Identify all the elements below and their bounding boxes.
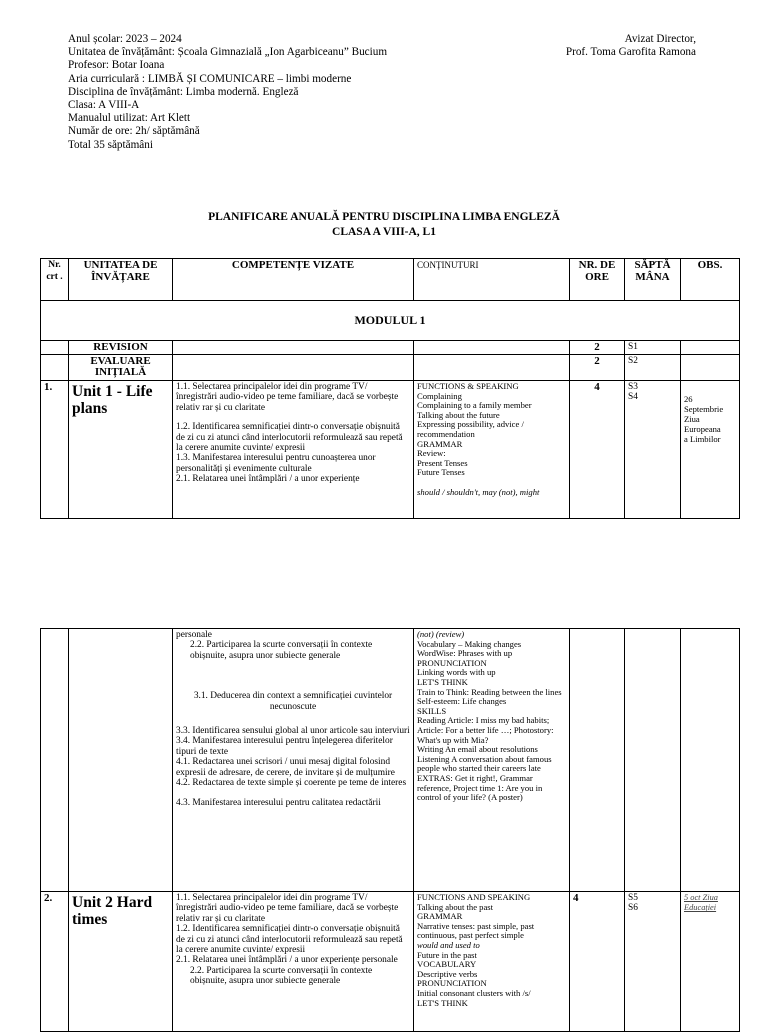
header-line: Unitatea de învățământ: Școala Gimnazială „Ion Agarbiceanu” Bucium: [68, 46, 388, 59]
evaluare-row: [41, 355, 740, 381]
content-item: VOCABULARY: [417, 959, 477, 970]
title-line-1: PLANIFICARE ANUALĂ PENTRU DISCIPLINA LIMBA ENGLEZĂ: [208, 211, 560, 223]
content-item: Vocabulary – Making changes: [417, 638, 522, 649]
col-header-comp: COMPETENȚE VIZATE: [173, 259, 414, 301]
competence-item: 1.2. Identificarea semnificației dintr-o conversație obișnuită de zi cu zi atunci când interlocutorii reformulează sau repetă la cerere anumite cuvinte/ expresii: [176, 924, 403, 956]
unit2-sapt: [625, 892, 681, 1032]
content-item: Complaining to a family member: [417, 400, 532, 411]
content-item: Future Tenses: [417, 467, 465, 478]
content-item: Initial consonant clusters with /s/: [417, 987, 531, 998]
content-item: SKILLS: [417, 705, 447, 716]
table-header-row: [41, 259, 740, 301]
content-item: Self-esteem: Life changes: [417, 696, 507, 707]
col-header-obs: OBS.: [681, 259, 740, 301]
revision-label: REVISION: [69, 341, 173, 355]
content-item: Talking about the future: [417, 409, 500, 420]
unit2-nr: 2.: [41, 892, 69, 1032]
obs-link[interactable]: 5 oct Ziua Educației: [684, 893, 718, 913]
week-item: S4: [628, 392, 638, 403]
content-item: LET'S THINK: [417, 997, 468, 1008]
evaluare-label: EVALUARE INIȚIALĂ: [69, 355, 173, 381]
week-item: S5: [628, 893, 638, 903]
plan-table-page1: [40, 258, 740, 519]
unit1-nr: 1.: [41, 381, 69, 519]
unit2-row: [41, 892, 740, 1032]
content-item: Complaining: [417, 390, 462, 401]
revision-ore: 2: [570, 341, 625, 355]
obs-item: Septembrie: [684, 404, 724, 414]
competence-item: personale: [176, 630, 212, 640]
evaluare-sapt: S2: [625, 355, 681, 381]
unit1-contents-cont: [414, 629, 570, 892]
competence-item: 4.3. Manifestarea interesului pentru calitatea redactării: [176, 798, 381, 809]
header-line: Disciplina de învățământ: Limba modernă. Engleză: [68, 85, 299, 98]
content-item: Talking about the past: [417, 901, 494, 912]
approval-line: Avizat Director,: [624, 33, 696, 45]
title-line-2: CLASA A VIII-A, L1: [332, 226, 436, 238]
week-item: S6: [628, 903, 638, 914]
content-item: Reading Article: I miss my bad habits; Article: For a better life …; Photostory: What's up with Mia?: [417, 715, 554, 745]
header-line: Număr de ore: 2h/ săptămână: [68, 125, 200, 138]
content-item: Future in the past: [417, 949, 477, 960]
competence-item: 3.3. Identificarea sensului global al unor articole sau interviuri: [176, 726, 410, 737]
unit1-row: [41, 381, 740, 519]
competence-item: 2.2. Participarea la scurte conversații în contexte obișnuite, asupra unor subiecte generale: [190, 640, 373, 661]
unit1-title: Unit 1 - Life plans: [69, 381, 173, 519]
content-item: Review:: [417, 448, 446, 459]
unit1-ore: 4: [570, 381, 625, 519]
plan-table-page2: [40, 628, 740, 1032]
header-line: Total 35 săptămâni: [68, 138, 153, 151]
content-item: Train to Think: Reading between the lines: [417, 686, 562, 697]
competence-item: 2.1. Relatarea unei întâmplări / a unor experiențe personale: [176, 955, 398, 966]
obs-item: Ziua: [684, 414, 700, 424]
competence-item: 3.4. Manifestarea interesului pentru înțelegerea diferitelor tipuri de texte: [176, 736, 393, 757]
obs-item: Europeana: [684, 424, 721, 434]
competence-item: 2.2. Participarea la scurte conversații în contexte obișnuite, asupra unor subiecte generale: [190, 965, 373, 987]
revision-row: [41, 341, 740, 355]
header-school-info: [68, 33, 387, 152]
content-item: (not) (review): [417, 629, 465, 639]
module-row: [41, 301, 740, 341]
content-item: Present Tenses: [417, 457, 468, 468]
unit1-obs: [681, 381, 740, 519]
competence-item: 1.1. Selectarea principalelor idei din programe TV/ înregistrări audio-video pe teme familiare, dacă se vorbește relativ rar și cu claritate: [176, 893, 399, 924]
content-item: FUNCTIONS & SPEAKING: [417, 381, 519, 391]
content-item: should / shouldn't, may (not), might: [417, 486, 540, 497]
evaluare-ore: 2: [570, 355, 625, 381]
approval-line: Prof. Toma Garofita Ramona: [565, 46, 696, 59]
col-header-cont: CONȚINUTURI: [414, 259, 570, 301]
obs-item: a Limbilor: [684, 434, 721, 444]
header-line: Clasa: A VIII-A: [68, 99, 140, 112]
unit2-obs: [681, 892, 740, 1032]
content-item: Expressing possibility, advice / recommendation: [417, 419, 524, 439]
competence-item: 4.2. Redactarea de texte simple și coerente pe teme de interes: [176, 778, 407, 789]
unit2-ore: 4: [570, 892, 625, 1032]
competence-item: 1.1. Selectarea principalelor idei din programe TV/ înregistrări audio-video pe teme familiare, dacă se vorbește relativ rar și cu claritate: [176, 382, 399, 413]
competence-item: 1.3. Manifestarea interesului pentru cunoașterea unor personalități și evenimente culturale: [176, 453, 376, 474]
content-item: Narrative tenses: past simple, past continuous, past perfect simple: [417, 920, 535, 941]
unit2-title: Unit 2 Hard times: [69, 892, 173, 1032]
content-item: Descriptive verbs: [417, 968, 478, 979]
module-title: MODULUL 1: [41, 301, 740, 341]
content-item: WordWise: Phrases with up: [417, 648, 513, 659]
header-line: Manualul utilizat: Art Klett: [68, 112, 191, 125]
document-title: [0, 210, 768, 240]
col-header-nr: Nr. crt .: [41, 259, 69, 301]
content-item: would and used to: [417, 939, 480, 950]
unit1-sapt: [625, 381, 681, 519]
obs-item: 26: [684, 394, 693, 404]
header-line: Anul școlar: 2023 – 2024: [68, 33, 182, 45]
content-item: PRONUNCIATION: [417, 657, 487, 668]
week-item: S3: [628, 382, 638, 392]
unit1-competences: [173, 381, 414, 519]
revision-sapt: S1: [625, 341, 681, 355]
competence-item: 3.1. Deducerea din context a semnificației cuvintelor necunoscute: [193, 691, 393, 712]
col-header-unit: UNITATEA DE ÎNVĂȚARE: [69, 259, 173, 301]
col-header-ore: NR. DE ORE: [570, 259, 625, 301]
competence-item: 2.1. Relatarea unei întâmplări / a unor experiențe: [176, 474, 360, 485]
unit2-competences: [173, 892, 414, 1032]
col-header-sapt: SĂPTĂ MÂNA: [625, 259, 681, 301]
content-item: FUNCTIONS AND SPEAKING: [417, 892, 531, 902]
content-item: Listening A conversation about famous people who started their careers late: [417, 753, 552, 774]
content-item: GRAMMAR: [417, 438, 463, 449]
unit1-contents: [414, 381, 570, 519]
header-line: Profesor: Botar Ioana: [68, 59, 165, 72]
content-item: EXTRAS: Get it right!, Grammar reference, Project time 1: Are you in control of your life? (A poster): [417, 772, 543, 803]
header-line: Aria curriculară : LIMBĂ ȘI COMUNICARE – limbi moderne: [68, 72, 352, 85]
content-item: PRONUNCIATION: [417, 978, 487, 989]
unit1-competences-cont: [173, 629, 414, 892]
content-item: LET'S THINK: [417, 676, 468, 687]
unit1-continued-row: [41, 629, 740, 892]
unit2-contents: [414, 892, 570, 1032]
content-item: GRAMMAR: [417, 911, 463, 922]
content-item: Linking words with up: [417, 667, 496, 678]
header-approval: [566, 33, 696, 59]
competence-item: 1.2. Identificarea semnificației dintr-o conversație obișnuită de zi cu zi atunci când interlocutorii reformulează sau repetă la cerere anumite cuvinte/ expresii: [176, 422, 403, 454]
competence-item: 4.1. Redactarea unei scrisori / unui mesaj digital folosind expresii de adresare, de cerere, de invitare și de mulțumire: [176, 757, 395, 778]
content-item: Writing An email about resolutions: [417, 744, 538, 755]
